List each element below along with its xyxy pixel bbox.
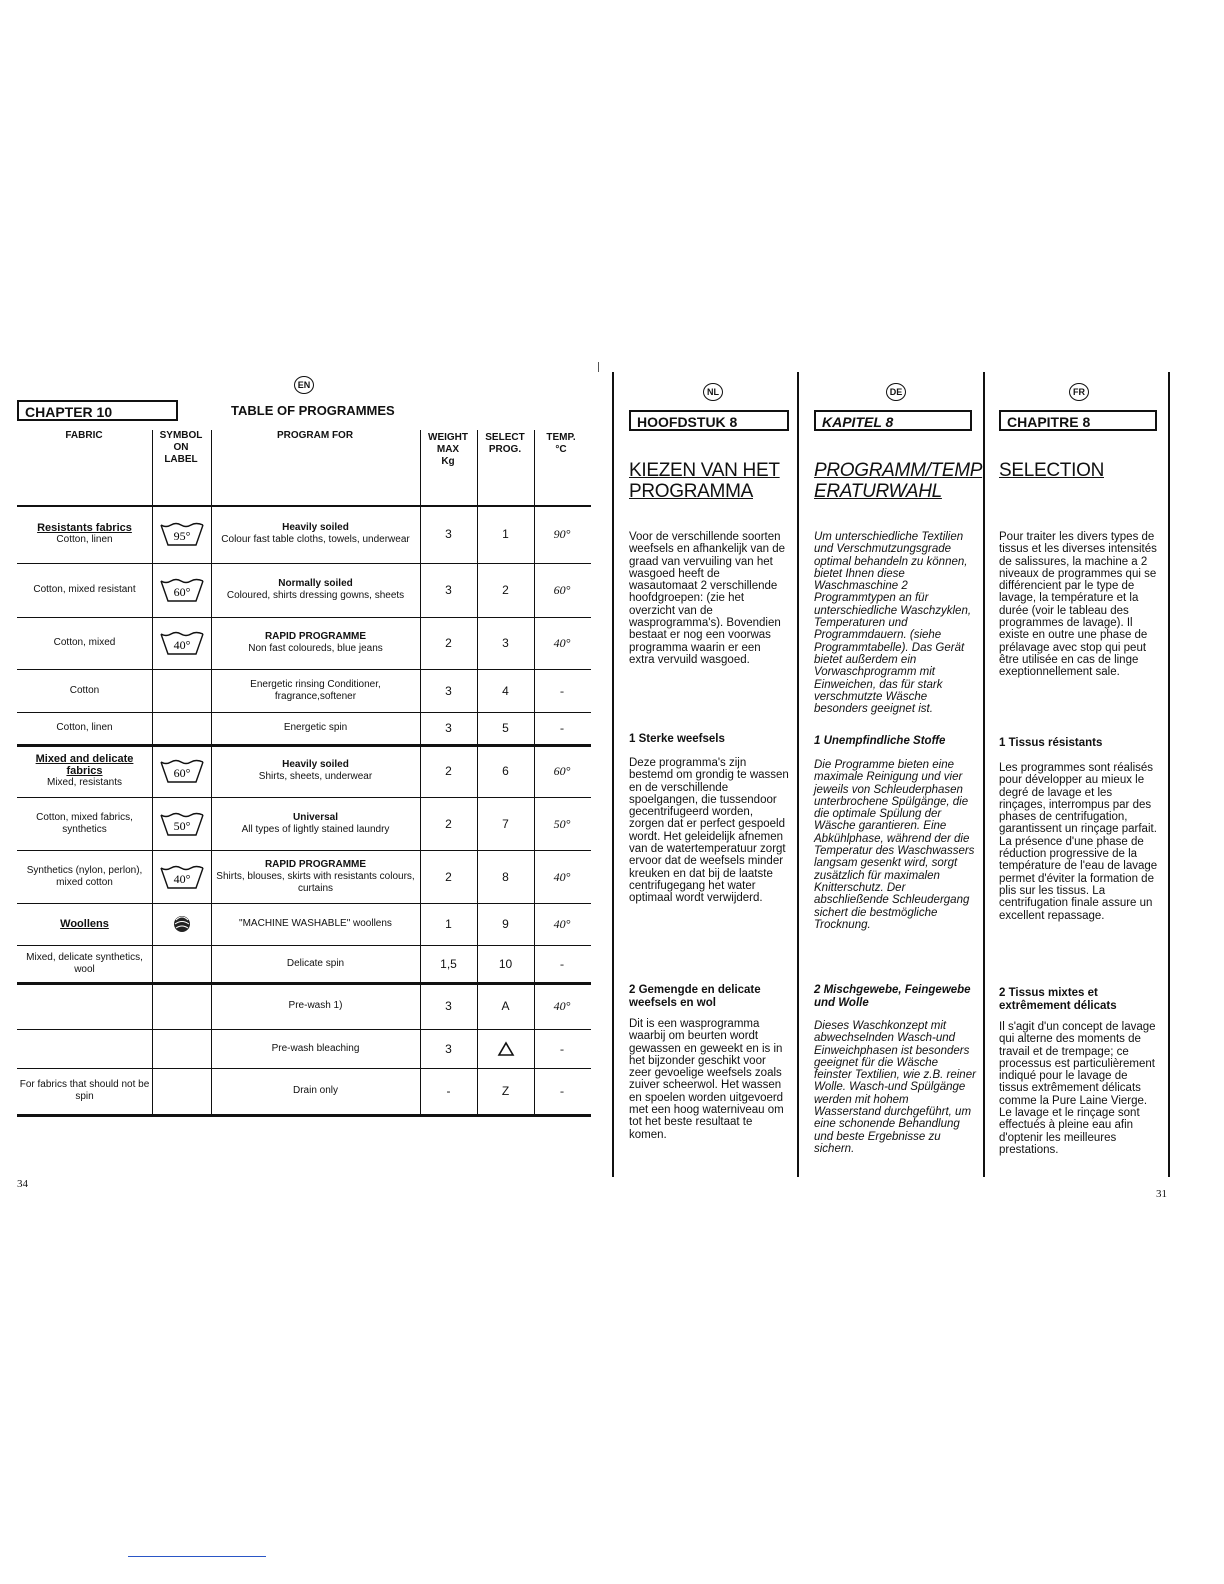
program-text: "MACHINE WASHABLE" woollens [239, 918, 392, 929]
weight-cell [422, 712, 475, 744]
header-select-line2: PROG. [488, 444, 522, 455]
fabric-cell [19, 617, 150, 669]
subsection-heading: 1 Tissus résistants [999, 737, 1103, 749]
programme-number: 9 [502, 917, 509, 931]
program-text: Colour fast table cloths, towels, underwear [221, 534, 410, 545]
temperature-cell [536, 617, 588, 669]
fabric-cell [19, 505, 150, 563]
programme-number-cell [479, 505, 532, 563]
care-label-cell [154, 712, 209, 744]
table-column-rule [211, 430, 212, 1114]
program-cell [213, 982, 418, 1029]
temperature-value: - [560, 721, 564, 735]
section-title: SELECTION [999, 460, 1104, 481]
temperature-cell [536, 669, 588, 712]
subsection-heading: 2 Tissus mixtes et extrêmement délicats [999, 987, 1117, 1012]
column-divider-1 [612, 372, 614, 1177]
chapter-label: HOOFDSTUK 8 [629, 410, 789, 431]
programme-number-cell [479, 617, 532, 669]
programme-number: 10 [498, 956, 513, 971]
temperature-cell [536, 797, 588, 850]
program-text: Pre-wash bleaching [271, 1042, 360, 1054]
programme-number-cell [479, 744, 532, 797]
header-temp-line1: TEMP. [546, 432, 576, 443]
programme-number: 7 [502, 816, 509, 831]
fabric-cell [19, 744, 150, 797]
program-cell [213, 945, 418, 982]
program-text: Drain only [292, 1085, 339, 1096]
program-text: Shirts, blouses, skirts with resistants colours, curtains [216, 870, 415, 894]
page-fold-mark [598, 362, 599, 372]
program-cell [213, 1068, 418, 1114]
column-divider-2 [797, 372, 799, 1177]
program-text: Non fast coloureds, blue jeans [248, 643, 383, 654]
temperature-value: 40° [553, 869, 571, 884]
subsection-heading: 2 Mischgewebe, Feingewebe und Wolle [814, 984, 971, 1009]
fabric-group-heading: Mixed and delicate fabrics [35, 752, 134, 777]
weight-value: 3 [445, 1041, 452, 1056]
header-select [477, 432, 533, 456]
program-cell [213, 505, 418, 563]
program-text: All types of lightly stained laundry [241, 823, 390, 835]
fabric-group-heading: Woollens [60, 918, 109, 930]
care-label-cell [154, 945, 209, 982]
weight-value: 3 [445, 527, 452, 541]
subsection-heading: 1 Sterke weefsels [629, 733, 725, 745]
fabric-text: For fabrics that should not be spin [19, 1079, 150, 1102]
fabric-cell [19, 669, 150, 712]
care-label-cell [154, 669, 209, 712]
care-label-cell [154, 797, 209, 850]
section-title: KIEZEN VAN HET PROGRAMMA [629, 460, 780, 502]
temperature-cell [536, 945, 588, 982]
chapter-label: CHAPITRE 8 [999, 410, 1157, 431]
temperature-value: - [560, 1084, 564, 1098]
table-row-rule [17, 1114, 591, 1117]
programme-number-cell [479, 945, 532, 982]
fabric-cell [19, 563, 150, 617]
header-weight [420, 432, 476, 468]
weight-value: 3 [445, 683, 452, 698]
fabric-text: Cotton [69, 684, 100, 696]
table-column-rule [420, 430, 421, 1114]
weight-value: - [446, 1084, 451, 1098]
temperature-cell [536, 744, 588, 797]
programme-number: 4 [502, 683, 509, 698]
subsection-paragraph: Dit is een wasprogramma waarbij om beurten wordt gewassen en geweekt en is in het bijzonder geschikt voor zeer gevoelige weefsels zoals zuiver scheerwol. Het wassen en spoelen worden uitgevoerd met een hoog waterniveau om tot het beste resultaat te komen. [629, 1018, 784, 1141]
wash-tub-icon [159, 628, 205, 658]
temperature-cell [536, 850, 588, 903]
subsection-paragraph: Die Programme bieten eine maximale Reinigung und vier jeweils von Schleuderphasen unterbrochene Spülgänge, die die optimale Spülung der Wäsche garantieren. Eine Abkühlphase, während der die Temperatur des Waschwassers langsam gesenkt wird, sorgt zusätzlich für maximalen Knitterschutz. Der abschließende Schleudergang sichert die bestmögliche Trocknung. [814, 759, 975, 931]
program-cell [213, 744, 418, 797]
page-number-right: 31 [1156, 1188, 1167, 1200]
table-column-rule [477, 430, 478, 1114]
subsection-paragraph: Il s'agit d'un concept de lavage qui alterne des moments de travail et de trempage; ce processus est particulièrement indiqué pour le lavage de tissus extrêmement délicats comme la Pure Laine Vierge. Le lavage et le rinçage sont effectués à pleine eau afin d'optenir les meilleures prestations. [999, 1021, 1156, 1156]
temperature-cell [536, 1068, 588, 1114]
subsection-heading: 2 Gemengde en delicate weefsels en wol [629, 984, 761, 1009]
program-cell [213, 797, 418, 850]
temperature-value: 40° [553, 917, 571, 931]
subsection-paragraph: Deze programma's zijn bestemd om grondig te wassen en de verschillende spoelgangen, die tussendoor gecentrifugeerd worden, zorgen dat er perfect gespoeld wordt. Het geleidelijk afnemen van de watertemperatuur zorgt ervoor dat de weefsels minder kreuken en dat bij de laatste centrifugegang het water optimaal wordt verwijderd. [629, 757, 789, 905]
header-temp [534, 432, 588, 456]
temperature-cell [536, 982, 588, 1029]
program-cell [213, 903, 418, 945]
temperature-value: 50° [553, 816, 571, 831]
programme-number: 8 [502, 869, 509, 884]
weight-cell [422, 563, 475, 617]
weight-cell [422, 505, 475, 563]
care-label-cell [154, 903, 209, 945]
program-text: Energetic spin [283, 722, 348, 733]
svg-text:40°: 40° [173, 871, 190, 886]
programme-number-cell [479, 1068, 532, 1114]
temperature-value: 40° [553, 636, 571, 650]
weight-value: 2 [445, 816, 452, 831]
chapter-label: KAPITEL 8 [814, 410, 972, 431]
temperature-value: 60° [553, 763, 571, 778]
section-title: PROGRAMM/TEMP ERATURWAHL [814, 460, 983, 502]
program-text: Energetic rinsing Conditioner, fragrance,softener [250, 678, 381, 702]
programme-number-cell [479, 712, 532, 744]
subsection-heading: 1 Unempfindliche Stoffe [814, 735, 946, 747]
column-divider-4 [1168, 372, 1170, 1177]
programme-number: 5 [502, 721, 509, 735]
weight-cell [422, 1029, 475, 1068]
programme-number-cell [479, 797, 532, 850]
fabric-cell [19, 1068, 150, 1114]
weight-cell [422, 744, 475, 797]
fabric-cell [19, 712, 150, 744]
programme-number: 2 [502, 583, 509, 597]
program-text: Coloured, shirts dressing gowns, sheets [226, 590, 405, 601]
table-column-rule [534, 430, 535, 1114]
fabric-cell [19, 903, 150, 945]
program-heading: Universal [292, 811, 339, 823]
wash-tub-icon [159, 756, 205, 786]
fabric-cell [19, 945, 150, 982]
language-badge-nl: NL [703, 383, 723, 401]
weight-cell [422, 669, 475, 712]
chapter-label: CHAPTER 10 [17, 400, 178, 421]
program-cell [213, 1029, 418, 1068]
subsection-paragraph: Dieses Waschkonzept mit abwechselnden Wasch-und Einweichphasen ist besonders geeignet für die Wäsche feinster Textilien, wie z.B. reiner Wolle. Wasch-und Spülgänge werden mit hohem Wasserstand durchgeführt, um eine schonende Behandlung und beste Ergebnisse zu sichern. [814, 1020, 976, 1155]
header-program: PROGRAM FOR [276, 430, 354, 441]
programme-number: 3 [502, 636, 509, 650]
temperature-value: - [560, 1041, 564, 1056]
fabric-text: Cotton, mixed [53, 637, 116, 648]
header-symbol-line1: SYMBOL [159, 430, 203, 441]
program-heading: Heavily soiled [282, 758, 349, 770]
weight-cell [422, 982, 475, 1029]
wash-tub-icon [159, 519, 205, 549]
header-weight-line2: MAX [436, 444, 460, 455]
programme-number-cell [479, 563, 532, 617]
temperature-value: 90° [553, 527, 571, 541]
weight-cell [422, 1068, 475, 1114]
program-cell [213, 617, 418, 669]
header-fabric: FABRIC [65, 430, 103, 441]
programme-number-cell [479, 669, 532, 712]
svg-text:50°: 50° [173, 818, 190, 833]
fabric-cell [19, 797, 150, 850]
fabric-text: Synthetics (nylon, perlon), mixed cotton [26, 864, 143, 888]
header-symbol-line3: LABEL [164, 454, 198, 465]
program-text: Delicate spin [286, 957, 345, 969]
program-text: Pre-wash 1) [288, 999, 343, 1011]
fabric-text: Cotton, mixed resistant [33, 584, 136, 595]
care-label-cell [154, 563, 209, 617]
fabric-group-heading: Resistants fabrics [37, 522, 132, 534]
care-label-cell [154, 744, 209, 797]
wash-tub-icon [159, 575, 205, 605]
weight-value: 3 [445, 583, 452, 597]
fabric-text: Cotton, mixed fabrics, synthetics [36, 811, 133, 835]
svg-text:60°: 60° [173, 765, 190, 780]
program-cell [213, 669, 418, 712]
program-text: Shirts, sheets, underwear [258, 770, 373, 782]
table-title: TABLE OF PROGRAMMES [231, 403, 395, 418]
language-badge-en: EN [294, 376, 314, 394]
fabric-text: Cotton, linen [56, 534, 113, 545]
care-label-cell [154, 1029, 209, 1068]
programme-number: A [501, 998, 510, 1013]
intro-paragraph: Pour traiter les divers types de tissus et les diverses intensités de salissures, la machine a 2 niveaux de programmes qui se différencient par le type de lavage, la température et la durée (voir le tableau des programmes de lavage). Il existe en outre une phase de prélavage avec stop qui peut être utilisée en cas de linge exeptionnellement sale. [999, 531, 1157, 679]
care-label-cell [154, 1068, 209, 1114]
header-temp-line2: °C [555, 444, 567, 455]
program-cell [213, 563, 418, 617]
page-number-left: 34 [17, 1178, 28, 1190]
weight-cell [422, 945, 475, 982]
fabric-cell [19, 850, 150, 903]
fabric-text: Mixed, resistants [46, 776, 123, 788]
column-divider-3 [983, 372, 985, 1177]
temperature-cell [536, 1029, 588, 1068]
programme-number-cell [479, 903, 532, 945]
svg-text:95°: 95° [173, 529, 190, 543]
temperature-cell [536, 563, 588, 617]
temperature-cell [536, 505, 588, 563]
programme-number-cell [479, 1029, 532, 1068]
temperature-value: - [560, 956, 564, 971]
programme-number-cell [479, 982, 532, 1029]
temperature-cell [536, 903, 588, 945]
programme-number-cell [479, 850, 532, 903]
bleach-triangle-icon [497, 1041, 515, 1057]
program-heading: Normally soiled [278, 578, 353, 589]
program-heading: RAPID PROGRAMME [264, 858, 367, 870]
weight-value: 2 [445, 636, 452, 650]
header-symbol-line2: ON [173, 442, 189, 453]
temperature-cell [536, 712, 588, 744]
weight-cell [422, 850, 475, 903]
programme-number: 1 [502, 527, 509, 541]
intro-paragraph: Um unterschiedliche Textilien und Verschmutzungsgrade optimal behandeln zu können, bietet Ihnen diese Waschmaschine 2 Programmtypen an für unterschiedliche Waschzyklen, Temperaturen und Programmdauern. (siehe Programmtabelle). Das Gerät bietet außerdem ein Vorwaschprogramm mit Einweichen, das für stark verschmutzte Wäsche besonders geeignet ist. [814, 531, 972, 716]
program-cell [213, 712, 418, 744]
svg-text:40°: 40° [173, 638, 190, 652]
table-column-rule [152, 430, 153, 1114]
care-label-cell [154, 982, 209, 1029]
weight-value: 1 [445, 917, 452, 931]
weight-value: 1,5 [440, 956, 457, 971]
program-heading: RAPID PROGRAMME [264, 631, 367, 642]
care-label-cell [154, 850, 209, 903]
wool-hand-wash-icon [159, 909, 205, 939]
language-badge-de: DE [886, 383, 906, 401]
fabric-text: Cotton, linen [56, 722, 113, 733]
program-heading: Heavily soiled [282, 522, 349, 533]
weight-value: 3 [445, 721, 452, 735]
footer-rule [128, 1556, 266, 1557]
language-badge-fr: FR [1069, 383, 1089, 401]
header-weight-line1: WEIGHT [428, 432, 468, 443]
programme-number: 6 [502, 763, 509, 778]
fabric-cell [19, 982, 150, 1029]
weight-value: 2 [445, 869, 452, 884]
fabric-cell [19, 1029, 150, 1068]
fabric-text: Mixed, delicate synthetics, wool [26, 951, 143, 975]
program-cell [213, 850, 418, 903]
weight-cell [422, 617, 475, 669]
svg-text:60°: 60° [173, 585, 190, 599]
care-label-cell [154, 505, 209, 563]
weight-value: 3 [445, 998, 452, 1013]
weight-cell [422, 903, 475, 945]
weight-value: 2 [445, 763, 452, 778]
header-weight-line3: Kg [441, 456, 455, 467]
temperature-value: - [560, 683, 564, 698]
weight-cell [422, 797, 475, 850]
header-symbol [152, 430, 210, 466]
subsection-paragraph: Les programmes sont réalisés pour développer au mieux le degré de lavage et les rinçages, interrompus par des phases de centrifugation, garantissent un rinçage parfait. La présence d'une phase de réduction progressive de la température de l'eau de lavage permet d'éviter la formation de plis sur les tissus. La centrifugation finale assure un excellent repassage. [999, 762, 1158, 922]
wash-tub-icon [159, 809, 205, 839]
wash-tub-icon [159, 862, 205, 892]
temperature-value: 40° [553, 998, 571, 1013]
temperature-value: 60° [553, 583, 571, 597]
care-label-cell [154, 617, 209, 669]
header-select-line1: SELECT [485, 432, 525, 443]
intro-paragraph: Voor de verschillende soorten weefsels en afhankelijk van de graad van vervuiling van het wasgoed heeft de wasautomaat 2 verschillende hoofdgroepen: (zie het overzicht van de wasprogramma's). Bovendien bestaat er nog een voorwas programma waarin er een extra vervuild wasgoed. [629, 531, 785, 666]
programme-number: Z [501, 1084, 510, 1098]
